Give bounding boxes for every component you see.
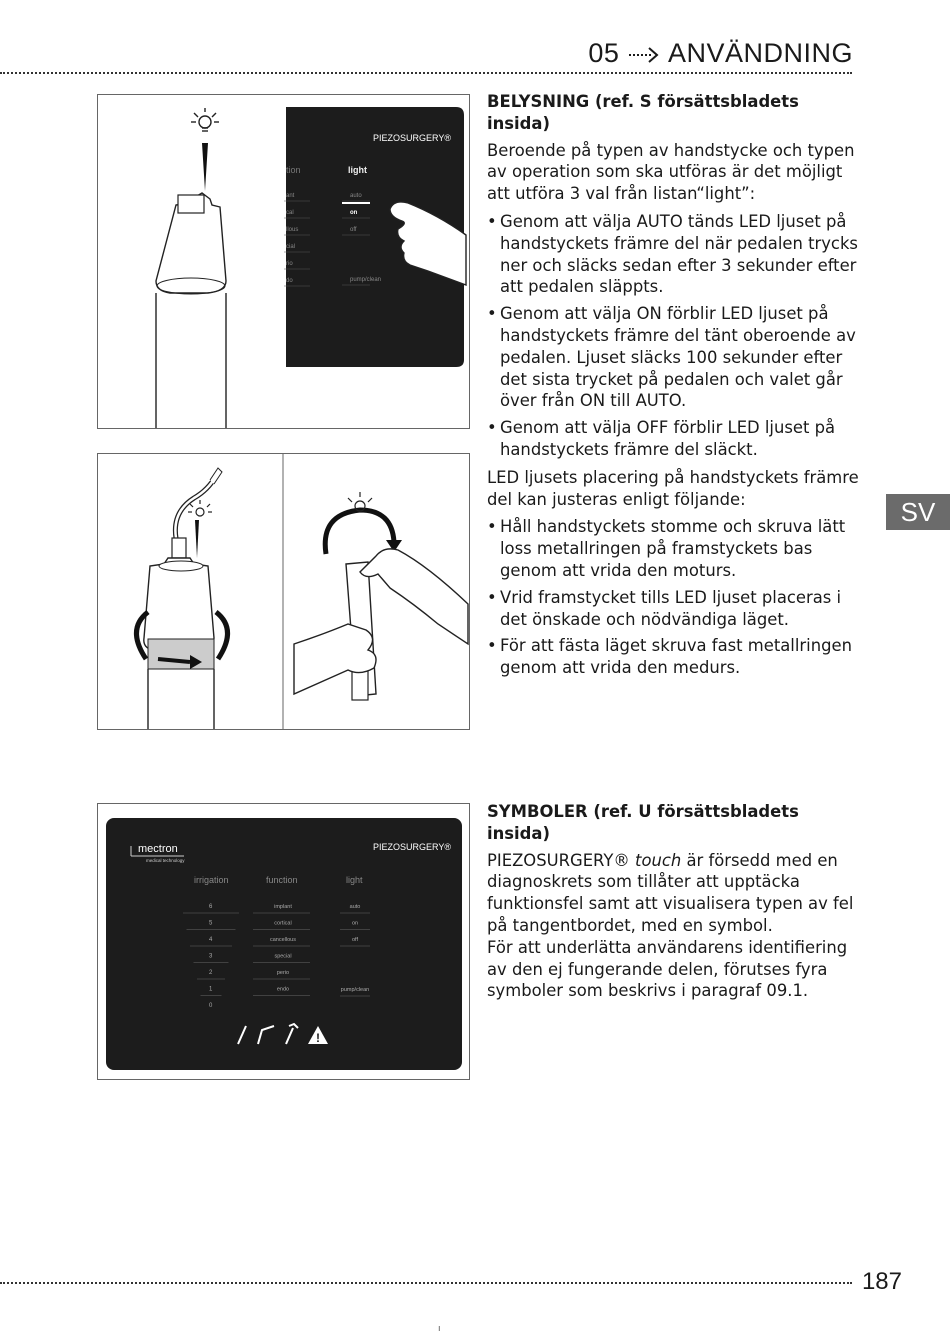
- chapter-number: 05: [588, 38, 620, 68]
- irrigation-level: 3: [209, 953, 213, 960]
- panel1-function-item: cal: [286, 210, 294, 216]
- function-item: special: [274, 953, 292, 960]
- function-item: cortical: [274, 920, 292, 927]
- list-item: • Håll handstyckets stomme och skruva lätt loss metallringen på framstyckets bas genom att vrida den moturs.: [487, 516, 867, 581]
- section-belysning: [487, 91, 867, 685]
- warning-mark: !: [316, 1031, 320, 1045]
- chapter-name: ANVÄNDNING: [667, 38, 853, 68]
- figure-led-adjustment: [97, 453, 470, 730]
- led-adjustment-illustration: [98, 454, 469, 729]
- panel1-function-item: rio: [286, 261, 293, 267]
- control-panel-illustration: [98, 804, 469, 1079]
- function-item: perio: [276, 970, 290, 976]
- header-rule: [0, 72, 852, 74]
- symboler-paragraph-1: [487, 850, 867, 937]
- irrigation-level: 4: [209, 937, 213, 943]
- list-item: • För att fästa läget skruva fast metallringen genom att vrida den medurs.: [487, 635, 867, 679]
- text-emphasis: touch: [635, 850, 682, 870]
- panel1-function-item: cial: [286, 244, 296, 250]
- list-item: • Genom att välja ON förblir LED ljuset på handstyckets främre del tänt oberoende av pedalen. Ljuset släcks 100 sekunder efter det sista trycket på pedalen och valet går över från ON till AUTO.: [487, 303, 867, 412]
- panel1-function-item: llous: [286, 227, 299, 233]
- chapter-title: [588, 38, 853, 69]
- irrigation-level: 6: [209, 904, 213, 910]
- panel1-col-function: tion: [286, 165, 301, 175]
- dotted-arrow-icon: [627, 45, 661, 65]
- figure-light-selection: [97, 94, 470, 429]
- mectron-logo-sub: medical technology: [146, 858, 185, 863]
- light-item: off: [351, 937, 359, 943]
- function-item: endo: [276, 986, 290, 993]
- language-tab: SV: [886, 494, 950, 530]
- adjust-steps-list: [487, 516, 867, 679]
- belysning-intro: Beroende på typen av handstycke och typen av operation som ska utföras är det möjligt att utföra 3 val från listan“light”:: [487, 140, 855, 204]
- irrigation-level: 1: [209, 986, 213, 993]
- figure-control-panel-symbols: [97, 803, 470, 1080]
- text-run: PIEZOSURGERY®: [487, 850, 636, 870]
- col-irrigation: irrigation: [194, 875, 229, 885]
- footer-mark: ı: [438, 1324, 441, 1334]
- irrigation-level: 0: [209, 1003, 213, 1009]
- adjust-intro: LED ljusets placering på handstyckets främre del kan justeras enligt följande:: [487, 467, 859, 509]
- panel1-col-light: light: [348, 165, 367, 175]
- mectron-logo: mectron: [138, 843, 178, 855]
- page-number: 187: [861, 1268, 902, 1295]
- light-item: pump/clean: [340, 987, 370, 993]
- col-function: function: [266, 875, 298, 885]
- panel1-light-item: auto: [350, 193, 362, 199]
- panel1-light-item: pump/clean: [350, 277, 382, 283]
- list-item: • Genom att välja AUTO tänds LED ljuset på handstyckets främre del när pedalen trycks ner och släcks sedan efter 3 sekunder efter att pedalen släppts.: [487, 211, 867, 298]
- belysning-heading: BELYSNING (ref. S försättsbladets insida): [487, 92, 799, 133]
- function-item: cancellous: [270, 937, 296, 943]
- panel1-brand: PIEZOSURGERY®: [373, 133, 451, 143]
- light-selection-illustration: [98, 95, 469, 428]
- light-item: on: [351, 920, 359, 927]
- light-item: auto: [349, 904, 361, 910]
- light-mode-list: [487, 211, 867, 461]
- led-bulb-icon: [191, 108, 219, 131]
- panel1-light-item: off: [350, 227, 357, 233]
- irrigation-level: 2: [209, 970, 213, 976]
- panel1-function-item: do: [286, 278, 293, 284]
- symboler-paragraph-2: För att underlätta användarens identifiering av den ej fungerande delen, förutses fyra symboler som beskrivs i paragraf 09.1.: [487, 937, 848, 1001]
- panel1-function-item: ant: [286, 193, 295, 199]
- irrigation-level: 5: [209, 920, 213, 927]
- list-item: • Vrid framstycket tills LED ljuset placeras i det önskade och nödvändiga läget.: [487, 587, 867, 631]
- panel3-brand: PIEZOSURGERY®: [373, 842, 451, 852]
- text-run: är försedd med en diagnoskrets som tillåter att upptäcka funktionsfel samt att visualisera typen av fel på tangentbordet, med en symbol.: [487, 850, 854, 935]
- col-light: light: [346, 875, 363, 885]
- footer-rule: [0, 1282, 852, 1284]
- panel1-light-item: on: [350, 210, 358, 216]
- list-item: • Genom att välja OFF förblir LED ljuset på handstyckets främre del släckt.: [487, 417, 867, 461]
- function-item: implant: [274, 904, 292, 910]
- section-symboler: [487, 801, 867, 1008]
- symboler-heading: SYMBOLER (ref. U försättsbladets insida): [487, 802, 799, 843]
